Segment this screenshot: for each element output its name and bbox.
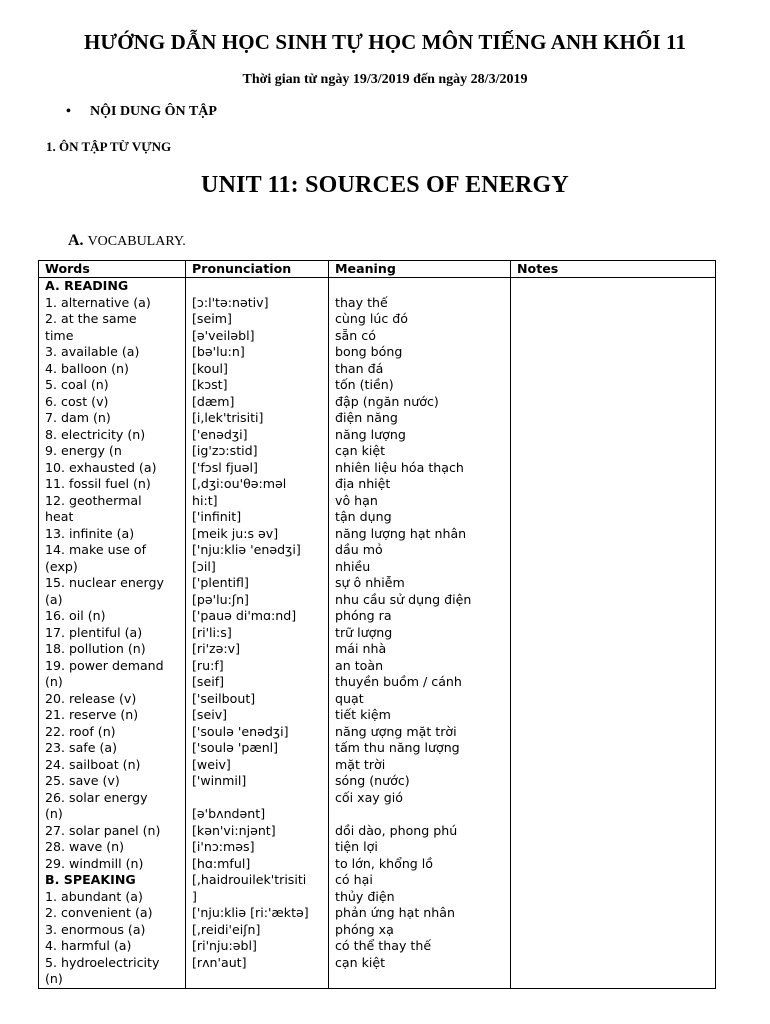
words-line: A. READING (45, 278, 129, 293)
pronunciation-line: [,haidrouilek'trisiti (192, 872, 307, 887)
pronunciation-line: ['pauə di'mɑ:nd] (192, 608, 297, 623)
meaning-line: tấm thu năng lượng (335, 740, 460, 755)
words-line: 16. oil (n) (45, 608, 106, 623)
meaning-line: to lớn, khổng lồ (335, 855, 434, 871)
header-notes: Notes (511, 261, 716, 278)
pronunciation-line: ['soulə 'enədʒi] (192, 723, 289, 739)
pronunciation-line: [ɔ:l'tə:nətiv] (192, 294, 269, 310)
words-line: (a) (45, 591, 63, 607)
pronunciation-line: [ri'li:s] (192, 624, 232, 640)
meaning-line: có hại (335, 872, 373, 887)
pronunciation-line: ['nju:kliə 'enədʒi] (192, 542, 301, 557)
meaning-line: thủy điện (335, 888, 395, 904)
meaning-line: nhiều (335, 558, 371, 574)
pronunciation-line: ['winmil] (192, 773, 247, 788)
words-line: (n) (45, 971, 63, 986)
meaning-line: cùng lúc đó (335, 311, 408, 326)
pronunciation-line: [ə'veiləbl] (192, 327, 255, 343)
meaning-line: địa nhiệt (335, 476, 391, 491)
section-heading: 1. ÔN TẬP TỪ VỰNG (46, 139, 172, 154)
pronunciation-line: ['seilbout] (192, 690, 256, 706)
meaning-line: cạn kiệt (335, 954, 386, 970)
pronunciation-line: [ɔil] (192, 558, 216, 574)
pronunciation-line: [ə'bʌndənt] (192, 806, 266, 821)
pronunciation-line: ['soulə 'pænl] (192, 740, 279, 755)
words-line: (n) (45, 674, 63, 689)
pronunciation-line: [pə'lu:ʃn] (192, 591, 249, 607)
words-line: 13. infinite (a) (45, 525, 135, 541)
meaning-line: vô hạn (335, 492, 378, 508)
words-line: 28. wave (n) (45, 839, 125, 854)
meaning-line: dầu mỏ (335, 542, 383, 557)
meaning-line: cối xay gió (335, 789, 403, 805)
meaning-line: phản ứng hạt nhân (335, 905, 455, 920)
meaning-line: phóng ra (335, 608, 392, 623)
words-line: time (45, 327, 74, 343)
meaning-line: tận dụng (335, 509, 392, 524)
meaning-line: than đá (335, 360, 384, 376)
words-line: 23. safe (a) (45, 740, 118, 755)
bullet-dot-icon: • (66, 104, 71, 119)
meaning-line: tốn (tiền) (335, 377, 394, 392)
review-content-bullet (66, 104, 217, 120)
pronunciation-line: ] (192, 888, 197, 904)
words-line: 1. abundant (a) (45, 888, 143, 904)
notes-column (511, 278, 716, 989)
pronunciation-line: [i'nɔ:məs] (192, 839, 255, 854)
words-line: 8. electricity (n) (45, 426, 146, 442)
pronunciation-line (192, 278, 328, 295)
meaning-line: dồi dào, phong phú (335, 822, 458, 838)
header-pronunciation: Pronunciation (186, 261, 329, 278)
bullet-text: NỘI DUNG ÔN TẬP (90, 104, 217, 119)
words-line: 19. power demand (45, 657, 164, 673)
meaning-line: năng ượng mặt trời (335, 723, 457, 739)
pronunciation-line: ['plentifl] (192, 575, 249, 590)
meaning-line: cạn kiệt (335, 443, 386, 458)
pronunciation-line: ['enədʒi] (192, 426, 248, 442)
pronunciation-line: [kɔst] (192, 377, 228, 392)
pronunciation-line: [dæm] (192, 393, 235, 409)
words-line: 27. solar panel (n) (45, 822, 161, 838)
meaning-line: nhu cầu sử dụng điện (335, 591, 472, 607)
pronunciation-line: [hɑ:mful] (192, 855, 251, 871)
meaning-line: tiện lợi (335, 839, 378, 854)
meaning-line: thuyền buồm / cánh (335, 674, 462, 689)
words-line: 5. hydroelectricity (45, 954, 160, 970)
words-line: B. SPEAKING (45, 872, 136, 887)
pronunciation-line: [ri'nju:əbl] (192, 938, 257, 953)
words-line: 9. energy (n (45, 443, 122, 458)
words-line: 20. release (v) (45, 690, 137, 706)
unit-title: UNIT 11: SOURCES OF ENERGY (201, 172, 569, 198)
pronunciation-line: [,dʒi:ou'θə:məl (192, 476, 287, 491)
words-line: 3. enormous (a) (45, 921, 146, 937)
meaning-line: phóng xạ (335, 921, 394, 937)
words-line: 24. sailboat (n) (45, 756, 141, 772)
words-line: 7. dam (n) (45, 410, 111, 425)
header-meaning: Meaning (329, 261, 511, 278)
pronunciation-line (192, 790, 328, 807)
meaning-column (329, 278, 511, 989)
meaning-line: tiết kiệm (335, 707, 391, 722)
words-line: 18. pollution (n) (45, 641, 146, 656)
meaning-line: trữ lượng (335, 624, 393, 640)
words-line: 21. reserve (n) (45, 707, 139, 722)
header-words: Words (39, 261, 186, 278)
words-line: 10. exhausted (a) (45, 459, 157, 475)
pronunciation-line: [rʌn'aut] (192, 954, 247, 970)
words-line: heat (45, 509, 74, 524)
pronunciation-line: [ru:f] (192, 657, 224, 673)
meaning-line (335, 278, 510, 295)
words-line: 29. windmill (n) (45, 855, 144, 871)
words-line: 14. make use of (45, 542, 147, 557)
words-line: 3. available (a) (45, 344, 140, 359)
meaning-line: năng lượng (335, 426, 406, 442)
words-line: 1. alternative (a) (45, 294, 151, 310)
pronunciation-line: hi:t] (192, 492, 218, 508)
words-column (39, 278, 186, 989)
pronunciation-line: [meik ju:s əv] (192, 525, 279, 541)
words-line: 12. geothermal (45, 492, 142, 508)
pronunciation-line: [seiv] (192, 707, 228, 722)
pronunciation-line: [,reidi'eiʃn] (192, 921, 261, 937)
words-line: 2. at the same (45, 311, 137, 326)
pronunciation-line: [weiv] (192, 756, 231, 772)
words-line: 2. convenient (a) (45, 905, 153, 920)
words-line: 17. plentiful (a) (45, 624, 143, 640)
meaning-line: mặt trời (335, 756, 386, 772)
meaning-line: đập (ngăn nước) (335, 393, 439, 409)
meaning-line: bong bóng (335, 344, 403, 359)
pronunciation-line: [koul] (192, 360, 228, 376)
words-line: 25. save (v) (45, 773, 120, 788)
pronunciation-line: [i,lek'trisiti] (192, 410, 264, 425)
vocabulary-label: VOCABULARY. (87, 234, 186, 249)
words-line: 6. cost (v) (45, 393, 109, 409)
pronunciation-line: [ig'zɔ:stid] (192, 443, 258, 458)
words-line: 22. roof (n) (45, 723, 116, 739)
meaning-line: an toàn (335, 657, 384, 673)
words-line: 15. nuclear energy (45, 575, 164, 590)
words-line: 5. coal (n) (45, 377, 109, 392)
words-line: (n) (45, 806, 63, 821)
vocabulary-letter: A. (68, 232, 84, 249)
meaning-line: nhiên liệu hóa thạch (335, 459, 464, 475)
table-header-row (39, 261, 716, 278)
pronunciation-line: [seim] (192, 311, 232, 326)
words-line: 4. harmful (a) (45, 938, 132, 953)
vocabulary-heading (68, 232, 186, 250)
meaning-line: có thể thay thế (335, 938, 432, 953)
words-line: (exp) (45, 558, 78, 574)
document-title: HƯỚNG DẪN HỌC SINH TỰ HỌC MÔN TIẾNG ANH KHỐI 11 (83, 30, 687, 54)
meaning-line: thay thế (335, 294, 388, 310)
words-line: 26. solar energy (45, 789, 148, 805)
pronunciation-column (186, 278, 329, 989)
pronunciation-line: ['fɔsl fjuəl] (192, 459, 258, 475)
date-range-subtitle: Thời gian từ ngày 19/3/2019 đến ngày 28/3/2019 (242, 72, 528, 87)
meaning-line: sẵn có (335, 327, 376, 343)
table-body-row (39, 278, 716, 989)
meaning-line: quạt (335, 690, 364, 706)
meaning-line: năng lượng hạt nhân (335, 525, 467, 541)
words-line: 4. balloon (n) (45, 360, 129, 376)
meaning-line: mái nhà (335, 641, 387, 656)
pronunciation-line: [kən'vi:njənt] (192, 822, 276, 838)
pronunciation-line: [bə'lu:n] (192, 344, 245, 359)
vocabulary-table (38, 260, 716, 989)
meaning-line: điện năng (335, 410, 398, 425)
pronunciation-line: [seif] (192, 674, 225, 689)
words-line: 11. fossil fuel (n) (45, 476, 151, 491)
pronunciation-line: ['nju:kliə [ri:'æktə] (192, 905, 309, 920)
meaning-line: sự ô nhiễm (335, 575, 405, 590)
pronunciation-line: [ri'zə:v] (192, 641, 241, 656)
meaning-line: sóng (nước) (335, 773, 410, 788)
meaning-line (335, 806, 510, 823)
pronunciation-line: ['infinit] (192, 509, 242, 524)
